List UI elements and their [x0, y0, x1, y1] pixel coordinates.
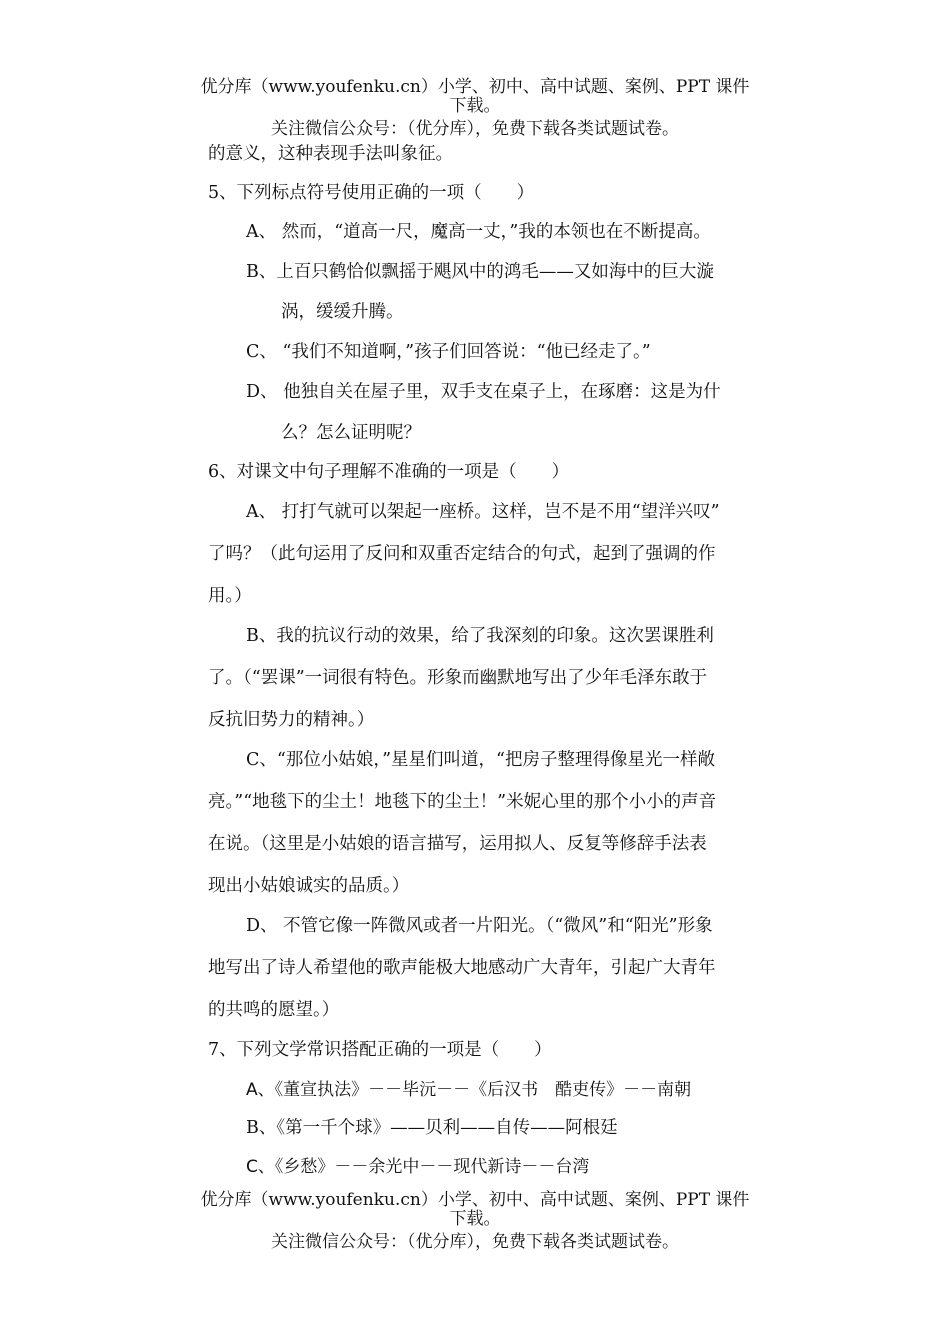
q7-option-b: B、《第一千个球》——贝利——自传——阿根廷: [246, 1118, 618, 1138]
header-line-1: 优分库（www.youfenku.cn）小学、初中、高中试题、案例、PPT 课件: [200, 77, 750, 97]
q6-option-c-line3: 在说。（这里是小姑娘的语言描写，运用拟人、反复等修辞手法表: [208, 834, 707, 854]
q6-stem: 6、对课文中句子理解不准确的一项是（ ）: [208, 462, 570, 482]
q6-option-c-line1: C、“那位小姑娘，”星星们叫道，“把房子整理得像星光一样敞: [246, 750, 715, 770]
q6-option-d-line2: 地写出了诗人希望他的歌声能极大地感动广大青年，引起广大青年: [208, 958, 716, 978]
header-line-2: 下载。: [449, 96, 501, 116]
q7-option-a: A、《董宣执法》－－毕沅－－《后汉书 酷吏传》－－南朝: [246, 1080, 692, 1100]
q6-option-d-line3: 的共鸣的愿望。）: [208, 1000, 340, 1020]
header-line-3: 关注微信公众号：（优分库），免费下载各类试题试卷。: [271, 119, 679, 139]
q5-option-d-line2: 么？怎么证明呢？: [281, 423, 421, 443]
q6-option-c-line4: 现出小姑娘诚实的品质。）: [208, 876, 410, 896]
q6-option-d-line1: D、 不管它像一阵微风或者一片阳光。（“微风”和“阳光”形象: [246, 916, 713, 936]
footer-line-1: 优分库（www.youfenku.cn）小学、初中、高中试题、案例、PPT 课件: [200, 1190, 750, 1210]
q7-stem: 7、下列文学常识搭配正确的一项是（ ）: [208, 1040, 552, 1060]
footer-line-2: 下载。: [449, 1209, 501, 1229]
q6-option-c-line2: 亮。”“地毯下的尘土！地毯下的尘土！”米妮心里的那个小小的声音: [208, 792, 717, 812]
q6-option-b-line1: B、我的抗议行动的效果，给了我深刻的印象。这次罢课胜利: [246, 626, 714, 646]
q5-stem: 5、下列标点符号使用正确的一项（ ）: [208, 183, 535, 203]
q5-option-b-line2: 涡，缓缓升腾。: [281, 302, 404, 322]
footer-line-3: 关注微信公众号：（优分库），免费下载各类试题试卷。: [271, 1232, 679, 1252]
q6-option-b-line3: 反抗旧势力的精神。）: [208, 710, 375, 730]
q6-option-a-line2: 了吗？（此句运用了反问和双重否定结合的句式，起到了强调的作: [208, 544, 716, 564]
q6-option-a-line3: 用。）: [208, 586, 252, 606]
q6-option-b-line2: 了。（“罢课”一词很有特色。形象而幽默地写出了少年毛泽东敢于: [208, 668, 708, 688]
intro-text: 的意义，这种表现手法叫象征。: [208, 144, 453, 164]
q5-option-b-line1: B、上百只鹤恰似飘摇于飓风中的鸿毛——又如海中的巨大漩: [246, 262, 714, 282]
q5-option-d-line1: D、 他独自关在屋子里，双手支在桌子上，在琢磨：这是为什: [246, 382, 721, 402]
q7-option-c: C、《乡愁》－－余光中－－现代新诗－－台湾: [246, 1157, 590, 1177]
q6-option-a-line1: A、 打打气就可以架起一座桥。这样，岂不是不用“望洋兴叹”: [246, 502, 720, 522]
q5-option-a: A、 然而，“道高一尺，魔高一丈，”我的本领也在不断提高。: [246, 222, 711, 242]
q5-option-c: C、 “我们不知道啊，”孩子们回答说：“他已经走了。”: [246, 342, 651, 362]
